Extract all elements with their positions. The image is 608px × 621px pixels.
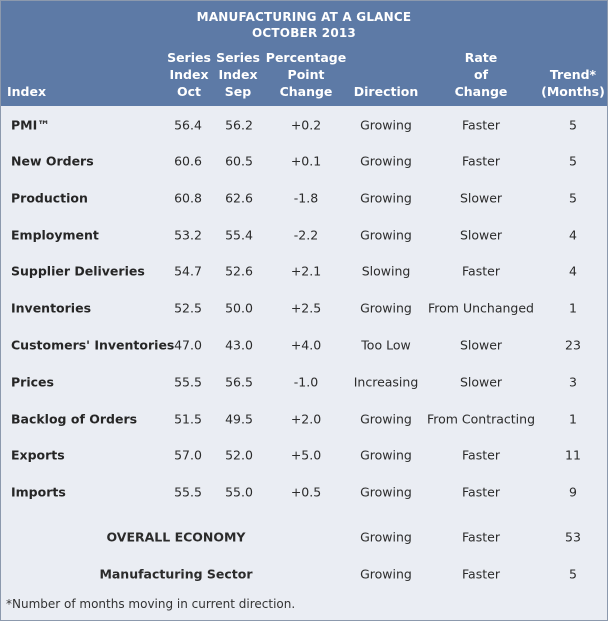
summary-rate: Faster [462,566,500,582]
row-index-label: Customers' Inventories [11,337,175,353]
cell-sep: 56.5 [225,374,253,390]
cell-rate: Slower [459,337,503,353]
cell-direction: Slowing [361,263,411,279]
cell-rate: Faster [462,117,500,133]
cell-change: +0.1 [290,153,322,169]
cell-direction: Growing [360,447,412,463]
cell-trend: 3 [569,374,577,390]
cell-direction: Growing [360,300,412,316]
cell-rate: Faster [462,447,500,463]
cell-direction: Growing [360,153,412,169]
row-index-label: Production [11,190,88,206]
summary-label: Manufacturing Sector [99,566,253,582]
cell-oct: 54.7 [174,263,202,279]
summary-direction: Growing [360,529,412,545]
cell-sep: 49.5 [225,411,253,427]
row-index-label: Backlog of Orders [11,411,138,427]
header-rate: Rate of Change [454,50,508,99]
summary-label: OVERALL ECONOMY [106,529,246,545]
cell-oct: 55.5 [174,484,202,500]
cell-sep: 52.0 [225,447,253,463]
cell-oct: 51.5 [174,411,202,427]
header-trend: Trend* (Months) [541,67,605,99]
cell-trend: 5 [569,190,577,206]
table-title: MANUFACTURING AT A GLANCE [196,10,412,24]
header-index: Index [7,84,47,99]
header-direction: Direction [353,84,419,99]
cell-change: -1.0 [293,374,319,390]
cell-oct: 55.5 [174,374,202,390]
cell-change: +5.0 [290,447,322,463]
table-subtitle: OCTOBER 2013 [252,26,356,40]
cell-direction: Too Low [361,337,411,353]
row-index-label: Employment [11,227,99,243]
cell-oct: 52.5 [174,300,202,316]
cell-change: +2.1 [290,263,322,279]
row-index-label: Prices [11,374,54,390]
row-index-label: New Orders [11,153,94,169]
summary-trend: 53 [565,529,581,545]
cell-trend: 4 [569,227,577,243]
cell-change: +2.5 [290,300,322,316]
cell-oct: 60.8 [174,190,202,206]
cell-change: +0.2 [290,117,322,133]
cell-sep: 56.2 [225,117,253,133]
row-index-label: Inventories [11,300,92,316]
footnote: *Number of months moving in current direction. [6,597,296,611]
cell-rate: From Unchanged [428,300,534,316]
cell-rate: Faster [462,263,500,279]
cell-trend: 5 [569,117,577,133]
cell-rate: Faster [462,484,500,500]
cell-direction: Growing [360,484,412,500]
header-sep: Series Index Sep [216,50,260,99]
cell-trend: 9 [569,484,577,500]
summary-direction: Growing [360,566,412,582]
table-header [1,1,607,106]
cell-rate: Slower [459,190,503,206]
cell-change: +4.0 [290,337,322,353]
header-oct: Series Index Oct [167,50,211,99]
cell-rate: Faster [462,153,500,169]
cell-trend: 5 [569,153,577,169]
row-index-label: PMI™ [11,117,50,133]
cell-sep: 55.4 [225,227,253,243]
row-index-label: Supplier Deliveries [11,263,145,279]
cell-rate: Slower [459,374,503,390]
cell-rate: From Contracting [426,411,536,427]
cell-sep: 43.0 [225,337,253,353]
summary-rate: Faster [462,529,500,545]
header-change: Percentage Point Change [265,50,347,99]
cell-trend: 1 [569,300,577,316]
cell-sep: 55.0 [225,484,253,500]
cell-sep: 62.6 [225,190,253,206]
cell-sep: 60.5 [225,153,253,169]
cell-sep: 52.6 [225,263,253,279]
row-index-label: Imports [11,484,66,500]
cell-direction: Growing [360,411,412,427]
cell-change: +2.0 [290,411,322,427]
cell-trend: 23 [565,337,581,353]
cell-trend: 4 [569,263,577,279]
cell-change: -1.8 [293,190,319,206]
cell-trend: 1 [569,411,577,427]
cell-change: +0.5 [290,484,322,500]
cell-oct: 47.0 [174,337,202,353]
cell-trend: 11 [565,447,581,463]
cell-oct: 60.6 [174,153,202,169]
cell-oct: 56.4 [174,117,202,133]
cell-oct: 57.0 [174,447,202,463]
cell-direction: Growing [360,190,412,206]
cell-sep: 50.0 [225,300,253,316]
cell-direction: Growing [360,227,412,243]
cell-oct: 53.2 [174,227,202,243]
summary-trend: 5 [569,566,577,582]
cell-change: -2.2 [293,227,319,243]
row-index-label: Exports [11,447,65,463]
cell-direction: Increasing [353,374,419,390]
cell-rate: Slower [459,227,503,243]
cell-direction: Growing [360,117,412,133]
